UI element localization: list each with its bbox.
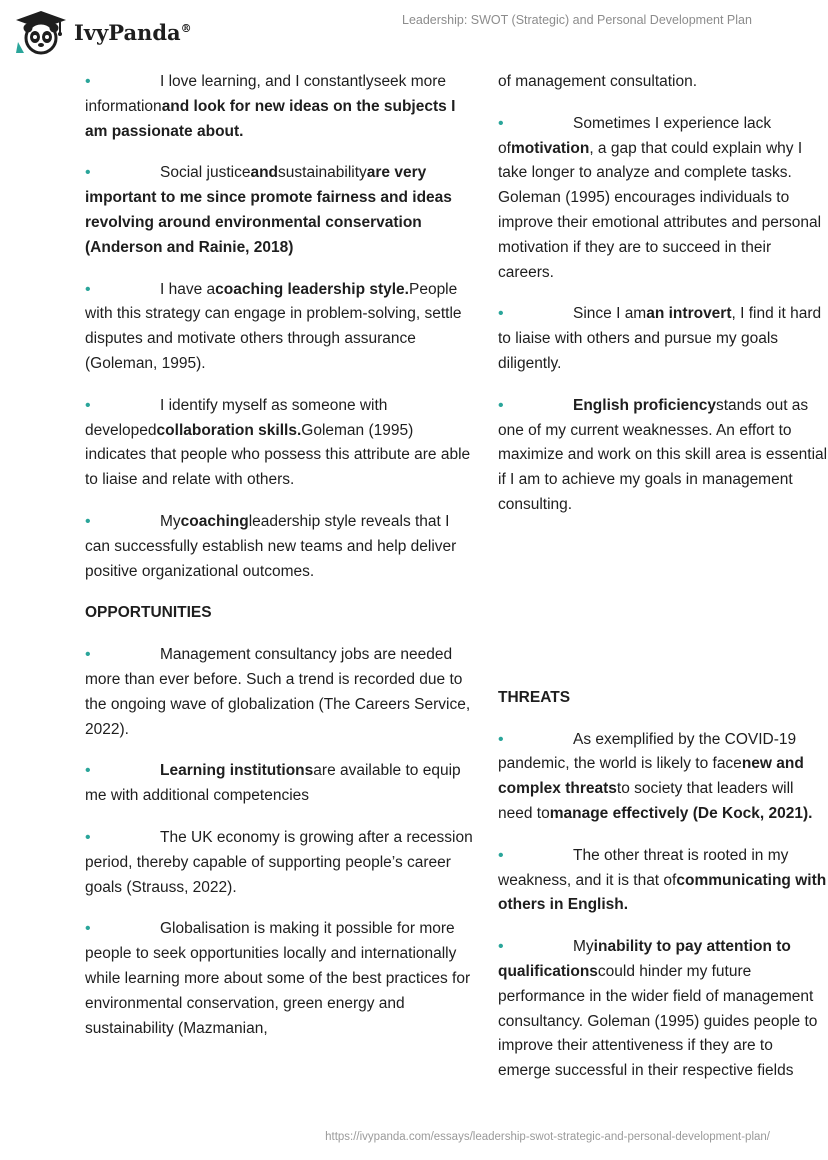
list-item: [498, 394, 828, 518]
list-item: [498, 844, 828, 918]
item-text: Goleman (1995) indicates that people who possess this attribute are able to liaise and relate with others.: [85, 421, 471, 489]
emphasis-text: an introvert: [646, 305, 732, 323]
bullet-icon: •: [498, 114, 504, 132]
list-item: [498, 302, 828, 376]
bullet-icon: •: [85, 828, 91, 846]
threats-heading: THREATS: [498, 688, 571, 706]
bullet-icon: •: [85, 396, 91, 414]
right-column: [498, 70, 828, 1101]
list-item: [85, 643, 477, 742]
list-item: [85, 917, 477, 1041]
emphasis-text: coaching: [180, 512, 249, 530]
emphasis-text: and: [250, 164, 279, 182]
left-column: [85, 70, 477, 1058]
bullet-icon: •: [85, 762, 91, 780]
list-item: [85, 278, 477, 377]
strengths-list: [85, 70, 477, 584]
item-text: I love learning, and I constantly: [160, 73, 374, 90]
item-text: leadership style reveals that I can successfully establish new teams and help deliver positive organizational outcomes.: [85, 512, 457, 580]
item-text: People with this strategy can engage in problem-solving, settle disputes and motivate others through assurance (Goleman, 1995).: [85, 280, 462, 372]
item-text: seek more information: [85, 73, 447, 115]
emphasis-text: English proficiency: [573, 396, 716, 414]
item-text: could hinder my future performance in the wider field of management consultancy. Goleman (1995) guides people to improve their attentiveness if they are to emerge successful in their respective fields: [498, 962, 818, 1080]
emphasis-text: manage effectively (De Kock, 2021).: [549, 804, 813, 822]
bullet-icon: •: [498, 730, 504, 748]
item-text: My: [160, 512, 181, 530]
emphasis-text: are very important to me since promote fairness and ideas revolving around environmental conservation (Anderson and Rainie, 2018): [85, 164, 452, 256]
emphasis-text: inability to pay attention to qualifications: [498, 938, 791, 980]
emphasis-text: Learning institutions: [160, 762, 314, 780]
list-item: [85, 510, 477, 584]
footer-url[interactable]: https://ivypanda.com/essays/leadership-swot-strategic-and-personal-development-plan/: [325, 1131, 770, 1143]
opportunities-heading: OPPORTUNITIES: [85, 604, 212, 622]
item-text: I have a: [160, 280, 216, 298]
bullet-icon: •: [498, 846, 504, 864]
item-text: I identify myself as someone with developed: [85, 396, 388, 439]
list-item: [498, 112, 828, 286]
list-item: [85, 394, 477, 493]
bullet-icon: •: [498, 396, 504, 414]
item-text: stands out as one of my current weaknesses. An effort to maximize and work on this skill area is essential if I am to achieve my goals in management consulting.: [498, 396, 828, 513]
item-text: Sometimes I experience lack of: [498, 114, 772, 157]
emphasis-text: communicating with others in English.: [498, 871, 827, 914]
item-text: As exemplified by the COVID-19 pandemic, the world is likely to face: [498, 730, 797, 773]
panda-icon: [14, 9, 68, 55]
item-text: are available to equip me with additional competencies: [85, 762, 461, 805]
weaknesses-list: [498, 112, 828, 518]
item-text: , a gap that could explain why I take longer to analyze and complete tasks. Goleman (1995) encourages individuals to improve their emotional attributes and personal motivation if they are to succeed in their careers.: [498, 139, 822, 281]
bullet-icon: •: [85, 646, 91, 664]
list-item: [498, 935, 828, 1084]
list-item: [85, 70, 477, 144]
opportunities-list: [85, 643, 477, 1041]
item-text: Social justice: [160, 164, 251, 182]
item-text: The other threat is rooted in my weakness, and it is that of: [498, 846, 789, 889]
threats-list: [498, 728, 828, 1084]
item-text: Management consultancy jobs are needed more than ever before. Such a trend is recorded due to the ongoing wave of globalization (The Careers Service, 2022).: [85, 646, 471, 738]
item-text: to society that leaders will need to: [498, 780, 794, 822]
item-text: My: [573, 938, 594, 956]
bullet-icon: •: [498, 305, 504, 323]
brand-name: IvyPanda®: [74, 19, 192, 45]
item-text: Globalisation is making it possible for more people to seek opportunities locally and internationally while learning more about some of the best practices for environmental conservation, green energy and sustainability (Mazmanian,: [85, 920, 471, 1037]
bullet-icon: •: [85, 280, 91, 298]
bullet-icon: •: [85, 164, 91, 182]
bullet-icon: •: [498, 938, 504, 956]
document-title: Leadership: SWOT (Strategic) and Personal Development Plan: [402, 13, 752, 27]
bullet-icon: •: [85, 920, 91, 938]
list-item: [498, 728, 828, 827]
emphasis-text: collaboration skills.: [156, 421, 302, 439]
page-header: [0, 0, 800, 64]
emphasis-text: motivation: [510, 139, 590, 157]
item-text: , I find it hard to liaise with others and pursue my goals diligently.: [498, 305, 822, 372]
weaknesses-continued-text: of management consultation.: [498, 73, 698, 90]
list-item: [85, 759, 477, 809]
bullet-icon: •: [85, 73, 91, 90]
list-item: [85, 826, 477, 900]
item-text: sustainability: [278, 164, 367, 182]
ivypanda-logo[interactable]: [14, 9, 192, 55]
item-text: Since I am: [573, 305, 647, 323]
item-text: The UK economy is growing after a recession period, thereby capable of supporting people’s career goals (Strauss, 2022).: [85, 828, 473, 896]
bullet-icon: •: [85, 512, 91, 530]
emphasis-text: coaching leadership style.: [215, 280, 409, 298]
emphasis-text: new and complex threats: [498, 755, 804, 798]
list-item: [85, 161, 477, 260]
emphasis-text: and look for new ideas on the subjects I am passionate about.: [85, 97, 456, 140]
